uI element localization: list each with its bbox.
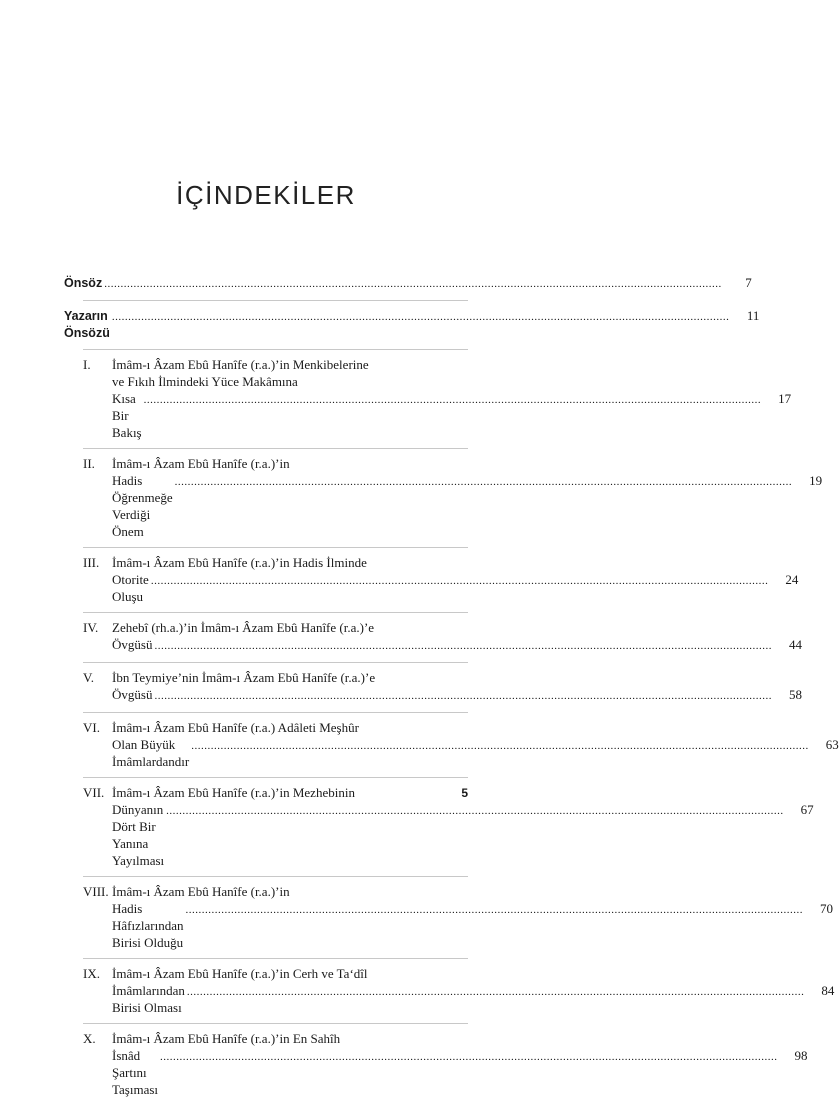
toc-entry-chapter[interactable] <box>64 669 802 705</box>
chapter-numeral: VII. <box>83 785 105 800</box>
chapter-numeral: IX. <box>83 966 100 981</box>
toc-page-number: 63 <box>825 737 839 752</box>
toc-entry-author-foreword[interactable] <box>64 307 760 342</box>
dot-leader: .............................................................................................................................................................................................. <box>150 575 769 587</box>
toc-entry-foreword[interactable] <box>64 274 752 293</box>
toc-page-number: 84 <box>821 983 835 998</box>
toc-entry-chapter[interactable] <box>64 784 814 869</box>
chapter-title-line: Zehebî (rh.a.)’in İmâm-ı Âzam Ebû Hanîfe (r.a.)’e <box>112 620 375 635</box>
page-number: 5 <box>461 786 468 800</box>
toc-page-number: 67 <box>800 802 814 817</box>
divider <box>83 547 468 548</box>
chapter-title-line: İmâm-ı Âzam Ebû Hanîfe (r.a.)’in Mezhebinin <box>112 785 355 800</box>
toc-entry-chapter[interactable] <box>64 965 835 1016</box>
chapter-numeral: III. <box>83 555 100 570</box>
toc-page-number: 11 <box>746 308 760 323</box>
chapter-title-line: ve Fıkıh İlmindeki Yüce Makâmına <box>112 374 298 389</box>
table-of-contents <box>64 274 839 1098</box>
dot-leader: .............................................................................................................................................................................................. <box>186 986 805 998</box>
dot-leader: .............................................................................................................................................................................................. <box>166 805 784 817</box>
chapter-title-line: İmâm-ı Âzam Ebû Hanîfe (r.a.)’in <box>112 884 290 899</box>
chapter-title-line: Otorite Oluşu <box>112 572 149 604</box>
chapter-numeral: X. <box>83 1031 96 1046</box>
chapter-title-line: İmâm-ı Âzam Ebû Hanîfe (r.a.)’in En Sahîh <box>112 1031 341 1046</box>
chapter-title-line: Hadis Öğrenmeğe Verdiği Önem <box>112 473 173 539</box>
chapter-numeral: II. <box>83 456 95 471</box>
dot-leader: .............................................................................................................................................................................................. <box>160 1051 778 1063</box>
chapter-title-line: İmâmlarından Birisi Olması <box>112 983 185 1015</box>
toc-entry-chapter[interactable] <box>64 356 792 441</box>
dot-leader: .............................................................................................................................................................................................. <box>185 904 803 916</box>
divider <box>83 958 468 959</box>
chapter-title-line: İmâm-ı Âzam Ebû Hanîfe (r.a.)’in Hadis İlminde <box>112 555 367 570</box>
chapter-title-line: Hadis Hâfızlarından Birisi Olduğu <box>112 901 184 950</box>
toc-entry-label: Yazarın Önsözü <box>64 309 110 340</box>
dot-leader: .............................................................................................................................................................................................. <box>154 640 772 652</box>
dot-leader: .............................................................................................................................................................................................. <box>191 740 809 752</box>
toc-entry-chapter[interactable] <box>64 455 823 540</box>
chapter-title-line: Kısa Bir Bakış <box>112 391 142 440</box>
chapter-title-line: Övgüsü <box>112 687 153 702</box>
chapter-title-line: İmâm-ı Âzam Ebû Hanîfe (r.a.) Adâleti Meşhûr <box>112 720 359 735</box>
chapter-title-line: Olan Büyük İmâmlardandır <box>112 737 190 769</box>
page-title: İÇİNDEKİLER <box>176 180 356 210</box>
toc-entry-chapter[interactable] <box>64 719 839 770</box>
dot-leader: .............................................................................................................................................................................................. <box>104 278 722 290</box>
chapter-numeral: I. <box>83 357 91 372</box>
toc-entry-chapter[interactable] <box>64 1030 808 1098</box>
divider <box>83 349 468 350</box>
divider <box>83 662 468 663</box>
divider <box>83 777 468 778</box>
toc-page-number: 17 <box>778 391 792 406</box>
divider <box>83 612 468 613</box>
toc-page-number: 44 <box>788 637 802 652</box>
divider <box>83 448 468 449</box>
toc-entry-chapter[interactable] <box>64 883 833 951</box>
toc-page-number: 98 <box>794 1048 808 1063</box>
dot-leader: .............................................................................................................................................................................................. <box>154 690 772 702</box>
dot-leader: .............................................................................................................................................................................................. <box>143 394 762 406</box>
toc-entry-chapter[interactable] <box>64 619 802 655</box>
toc-entry-chapter[interactable] <box>64 554 799 605</box>
chapter-title-line: İbn Teymiye’nin İmâm-ı Âzam Ebû Hanîfe (r.a.)’e <box>112 670 376 685</box>
chapter-title-line: İmâm-ı Âzam Ebû Hanîfe (r.a.)’in Menkibelerine <box>112 357 369 372</box>
chapter-numeral: IV. <box>83 620 99 635</box>
divider <box>83 1023 468 1024</box>
dot-leader: .............................................................................................................................................................................................. <box>111 311 730 323</box>
chapter-title-line: İsnâd Şartını Taşıması <box>112 1048 159 1097</box>
divider <box>83 712 468 713</box>
toc-page-number: 7 <box>745 275 752 290</box>
chapter-title-line: İmâm-ı Âzam Ebû Hanîfe (r.a.)’in <box>112 456 290 471</box>
chapter-title-line: İmâm-ı Âzam Ebû Hanîfe (r.a.)’in Cerh ve Ta‘dîl <box>112 966 368 981</box>
toc-page-number: 19 <box>809 473 823 488</box>
chapter-numeral: VIII. <box>83 884 109 899</box>
divider <box>83 300 468 301</box>
chapter-title-line: Övgüsü <box>112 637 153 652</box>
dot-leader: .............................................................................................................................................................................................. <box>174 476 793 488</box>
chapter-title-line: Dünyanın Dört Bir Yanına Yayılması <box>112 802 165 868</box>
toc-page-number: 58 <box>788 687 802 702</box>
divider <box>83 876 468 877</box>
chapter-numeral: V. <box>83 670 94 685</box>
toc-page-number: 70 <box>819 901 833 916</box>
toc-entry-label: Önsöz <box>64 276 103 290</box>
toc-page-number: 24 <box>785 572 799 587</box>
chapter-numeral: VI. <box>83 720 100 735</box>
